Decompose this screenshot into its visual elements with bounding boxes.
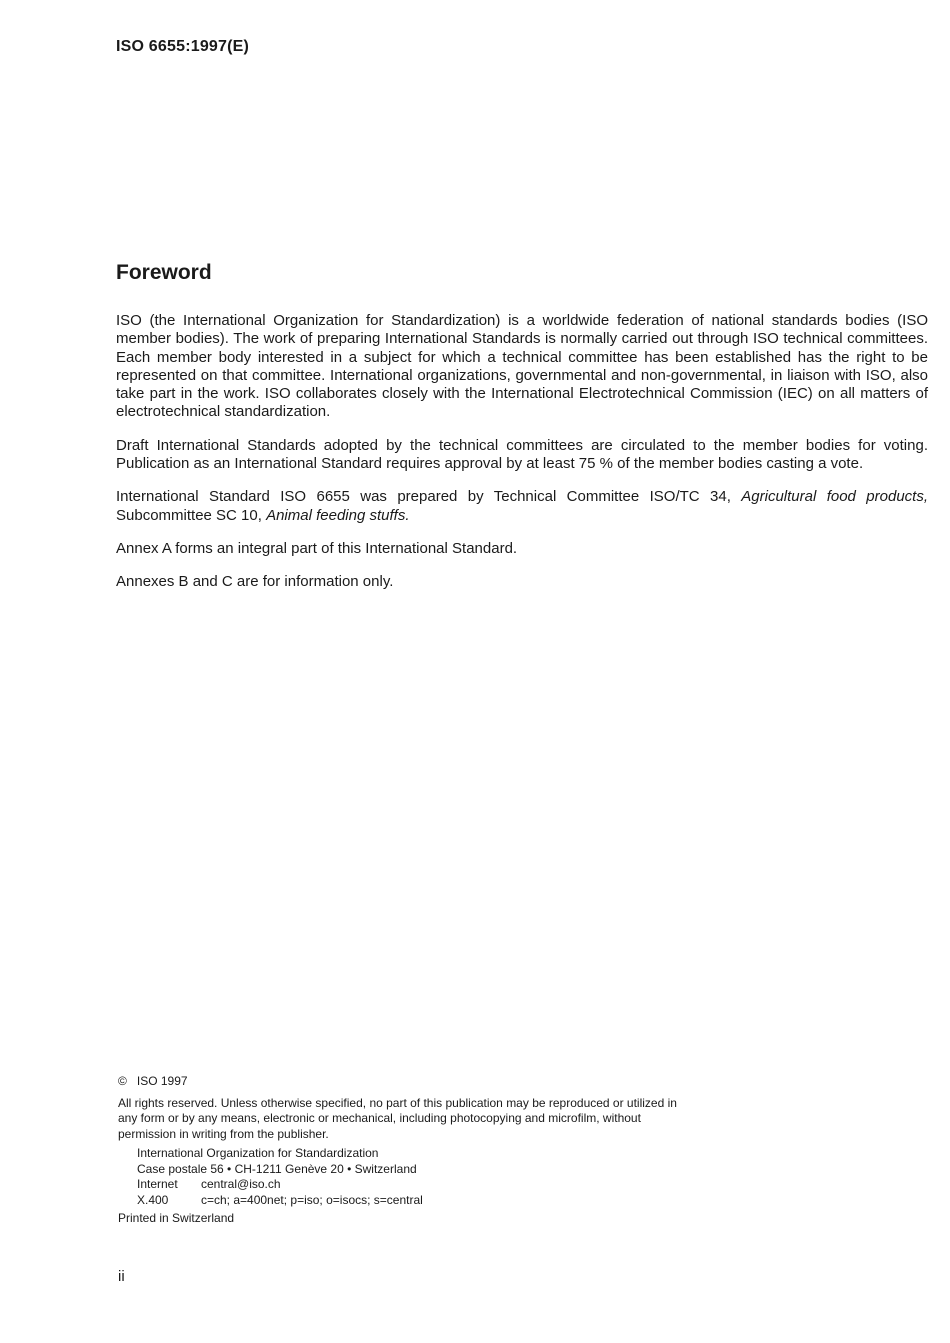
paragraph-annexes-bc: Annexes B and C are for information only. <box>116 573 394 591</box>
paragraph-committee <box>116 488 928 525</box>
page-number: ii <box>118 1268 125 1285</box>
committee-text: International Standard ISO 6655 was prepared by Technical Committee ISO/TC 34, <box>116 488 742 506</box>
org-name: International Organization for Standardization <box>137 1146 379 1160</box>
internet-label: Internet <box>137 1177 178 1191</box>
rights-notice: All rights reserved. Unless otherwise specified, no part of this publication may be reproduced or utilized in any form or by any means, electronic or mechanical, including photocopying and microfilm, without permission in writing from the publisher. <box>118 1095 677 1141</box>
paragraph-draft-standards: Draft International Standards adopted by the technical committees are circulated to the member bodies for voting. Publication as an International Standard requires approval by at least 75 % of the member bodies casting a vote. <box>116 436 928 473</box>
foreword-body <box>116 312 928 607</box>
paragraph-iso-description: ISO (the International Organization for Standardization) is a worldwide federation of national standards bodies (ISO member bodies). The work of preparing International Standards is normally carried out through ISO technical committees. Each member body interested in a subject for which a technical committee has been established has the right to be represented on that committee. International organizations, governmental and non-governmental, in liaison with ISO, also take part in the work. ISO collaborates closely with the International Electrotechnical Commission (IEC) on all matters of electrotechnical standardization. <box>116 312 928 421</box>
x400-address: c=ch; a=400net; p=iso; o=isocs; s=central <box>201 1192 423 1207</box>
section-title: Foreword <box>116 261 212 284</box>
paragraph-annex-a: Annex A forms an integral part of this International Standard. <box>116 539 518 557</box>
x400-line <box>137 1193 678 1209</box>
committee-name: Agricultural food products, <box>741 488 928 506</box>
copyright-icon: © <box>118 1074 127 1088</box>
internet-line <box>137 1177 678 1193</box>
internet-link[interactable]: central@iso.ch <box>201 1177 281 1191</box>
postal-address: Case postale 56 • CH-1211 Genève 20 • Switzerland <box>137 1161 417 1176</box>
copyright-year: ISO 1997 <box>136 1074 188 1088</box>
standard-id-header: ISO 6655:1997(E) <box>116 38 250 55</box>
copyright-line <box>118 1074 678 1090</box>
subcommittee-text: Subcommittee SC 10, <box>116 506 267 524</box>
x400-label: X.400 <box>137 1192 169 1207</box>
copyright-block <box>118 1074 678 1227</box>
subcommittee-name: Animal feeding stuffs. <box>266 506 410 524</box>
printed-location: Printed in Switzerland <box>118 1211 235 1225</box>
publisher-address <box>118 1146 678 1208</box>
